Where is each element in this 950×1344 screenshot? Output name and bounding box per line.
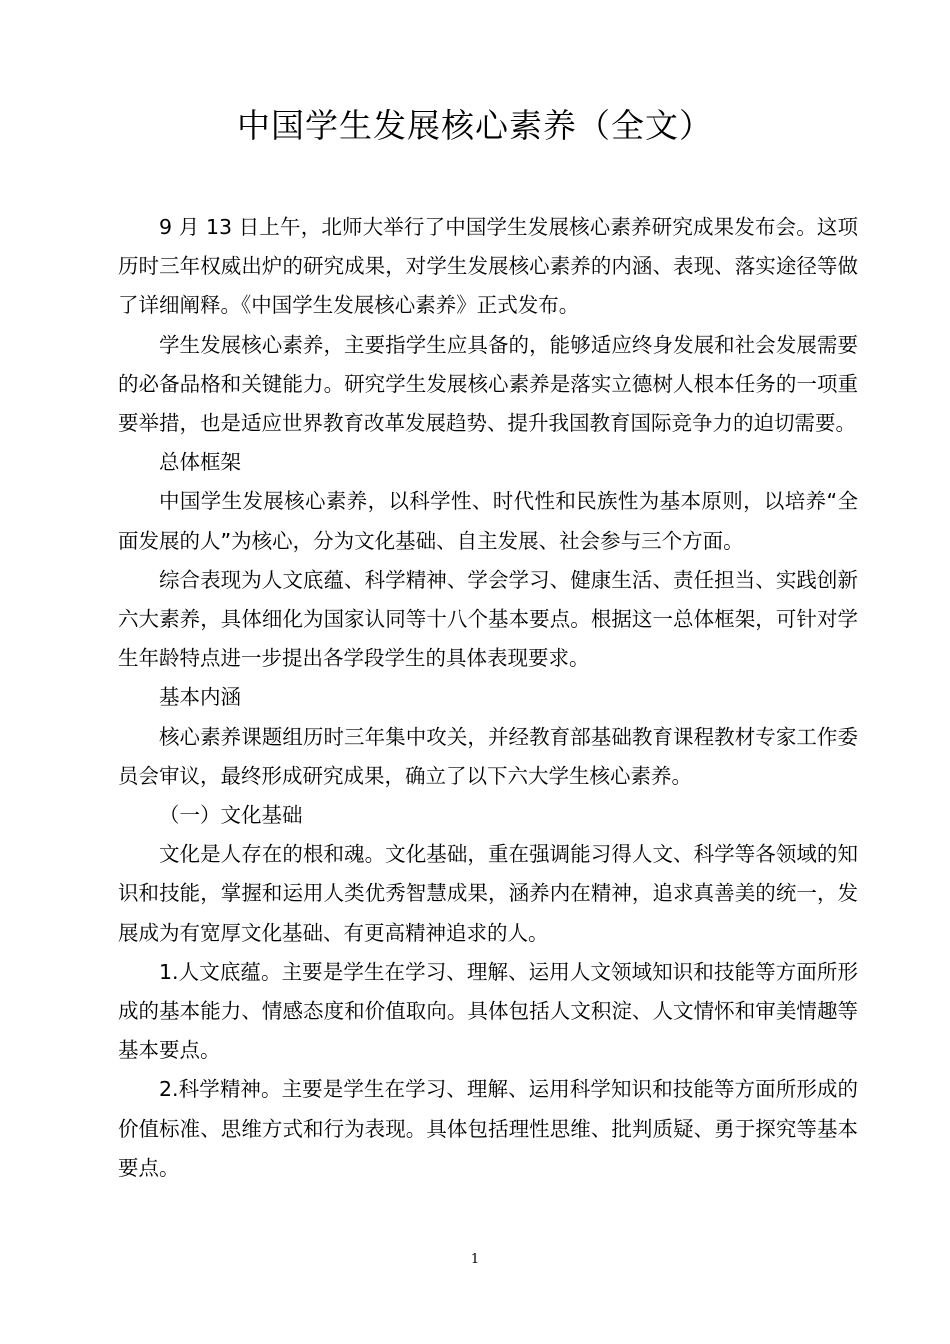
paragraph-framework-principles: 中国学生发展核心素养，以科学性、时代性和民族性为基本原则，以培养“全面发展的人”为核心，分为文化基础、自主发展、社会参与三个方面。 bbox=[118, 489, 858, 553]
paragraph-core-literacy-definition: 学生发展核心素养，主要指学生应具备的，能够适应终身发展和社会发展需要的必备品格和关键能力。研究学生发展核心素养是落实立德树人根本任务的一项重要举措，也是适应世界教育改革发展趋势、提升我国教育国际竞争力的迫切需要。 bbox=[118, 332, 858, 436]
paragraph-six-literacies: 综合表现为人文底蕴、科学精神、学会学习、健康生活、责任担当、实践创新六大素养，具体细化为国家认同等十八个基本要点。根据这一总体框架，可针对学生年龄特点进一步提出各学段学生的具体表现要求。 bbox=[118, 567, 858, 671]
paragraph-cultural-foundation: 文化是人存在的根和魂。文化基础，重在强调能习得人文、科学等各领域的知识和技能，掌握和运用人类优秀智慧成果，涵养内在精神，追求真善美的统一，发展成为有宽厚文化基础、有更高精神追求的人。 bbox=[118, 842, 858, 945]
paragraph-humanistic-heritage: 1.人文底蕴。主要是学生在学习、理解、运用人文领域知识和技能等方面所形成的基本能力、情感态度和价值取向。具体包括人文积淀、人文情怀和审美情趣等基本要点。 bbox=[118, 959, 858, 1063]
paragraph-research-team: 核心素养课题组历时三年集中攻关，并经教育部基础教育课程教材专家工作委员会审议，最终形成研究成果，确立了以下六大学生核心素养。 bbox=[118, 724, 858, 788]
subheading-cultural-foundation: （一）文化基础 bbox=[159, 803, 303, 828]
paragraph-scientific-spirit: 2.科学精神。主要是学生在学习、理解、运用科学知识和技能等方面所形成的价值标准、思维方式和行为表现。具体包括理性思维、批判质疑、勇于探究等基本要点。 bbox=[118, 1077, 858, 1180]
document-title: 中国学生发展核心素养（全文） bbox=[237, 106, 713, 145]
section-heading-connotation: 基本内涵 bbox=[159, 685, 241, 710]
page-number: 1 bbox=[470, 1252, 480, 1267]
section-heading-framework: 总体框架 bbox=[159, 450, 241, 475]
document-body bbox=[118, 208, 858, 1188]
paragraph-release-event: 9 月 13 日上午，北师大举行了中国学生发展核心素养研究成果发布会。这项历时三年权威出炉的研究成果，对学生发展核心素养的内涵、表现、落实途径等做了详细阐释。《中国学生发展核心素养》正式发布。 bbox=[118, 215, 858, 318]
